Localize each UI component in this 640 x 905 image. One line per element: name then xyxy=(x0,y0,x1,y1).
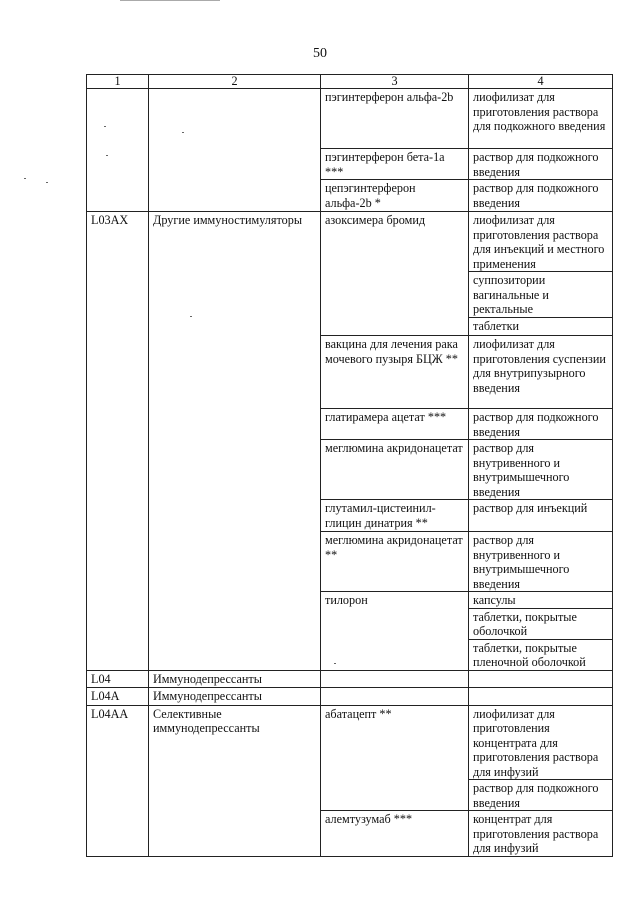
form-cell: таблетки, покрытые оболочкой xyxy=(469,608,613,639)
header-cell: 4 xyxy=(469,75,613,89)
form-cell: лиофилизат для приготовления раствора для инъекций и местного применения xyxy=(469,212,613,272)
scan-top-rule xyxy=(120,0,220,1)
group-cell: Селективные иммунодепрессанты xyxy=(149,705,321,780)
group-cell xyxy=(149,592,321,609)
group-cell xyxy=(149,500,321,532)
group-cell: Иммунодепрессанты xyxy=(149,687,321,705)
scan-speck xyxy=(106,155,108,156)
group-cell xyxy=(149,780,321,811)
drug-cell: пэгинтерферон бета-1а *** xyxy=(321,149,469,180)
form-cell: концентрат для приготовления раствора для инфузий xyxy=(469,811,613,857)
table-row xyxy=(87,212,613,272)
header-cell: 1 xyxy=(87,75,149,89)
atc-code-cell: L04AA xyxy=(87,705,149,780)
atc-code-cell: L03AX xyxy=(87,212,149,272)
atc-code-cell xyxy=(87,336,149,409)
group-cell: Другие иммуностимуляторы xyxy=(149,212,321,272)
table-row xyxy=(87,149,613,180)
atc-code-cell xyxy=(87,440,149,500)
table-row xyxy=(87,336,613,409)
form-cell: раствор для подкожного введения xyxy=(469,149,613,180)
group-cell xyxy=(149,608,321,639)
drug-cell: абатацепт ** xyxy=(321,705,469,780)
drug-cell xyxy=(321,780,469,811)
atc-code-cell xyxy=(87,500,149,532)
table-row xyxy=(87,608,613,639)
form-cell: раствор для инъекций xyxy=(469,500,613,532)
atc-code-cell: L04A xyxy=(87,687,149,705)
drug-cell: глутамил-цистеинил-глицин динатрия ** xyxy=(321,500,469,532)
header-cell: 3 xyxy=(321,75,469,89)
drug-cell: алемтузумаб *** xyxy=(321,811,469,857)
group-cell xyxy=(149,89,321,149)
atc-code-cell xyxy=(87,272,149,318)
form-cell: таблетки, покрытые пленочной оболочкой xyxy=(469,639,613,670)
drug-cell: тилорон xyxy=(321,592,469,609)
scan-speck xyxy=(24,178,26,179)
drug-cell xyxy=(321,670,469,687)
group-cell xyxy=(149,532,321,592)
table-row xyxy=(87,272,613,318)
table-row xyxy=(87,639,613,670)
atc-code-cell xyxy=(87,532,149,592)
group-cell xyxy=(149,180,321,212)
atc-code-cell xyxy=(87,608,149,639)
drug-cell: вакцина для лечения рака мочевого пузыря БЦЖ ** xyxy=(321,336,469,409)
group-cell xyxy=(149,440,321,500)
scan-speck xyxy=(334,663,336,664)
form-cell: капсулы xyxy=(469,592,613,609)
form-cell: таблетки xyxy=(469,318,613,336)
drug-cell: меглюмина акридонацетат xyxy=(321,440,469,500)
table-row xyxy=(87,409,613,440)
form-cell: лиофилизат для приготовления концентрата для приготовления раствора для инфузий xyxy=(469,705,613,780)
drug-cell: глатирамера ацетат *** xyxy=(321,409,469,440)
form-cell xyxy=(469,687,613,705)
form-cell: раствор для подкожного введения xyxy=(469,780,613,811)
table-header-row xyxy=(87,75,613,89)
drug-table xyxy=(86,74,613,857)
group-cell xyxy=(149,149,321,180)
group-cell xyxy=(149,639,321,670)
form-cell: раствор для внутривенного и внутримышечного введения xyxy=(469,532,613,592)
atc-code-cell xyxy=(87,180,149,212)
drug-cell: азоксимера бромид xyxy=(321,212,469,272)
table-row xyxy=(87,687,613,705)
drug-cell xyxy=(321,272,469,318)
group-cell xyxy=(149,318,321,336)
form-cell: раствор для подкожного введения xyxy=(469,180,613,212)
form-cell: лиофилизат для приготовления раствора для подкожного введения xyxy=(469,89,613,149)
table-row xyxy=(87,532,613,592)
form-cell: лиофилизат для приготовления суспензии для внутрипузырного введения xyxy=(469,336,613,409)
form-cell: раствор для внутривенного и внутримышечного введения xyxy=(469,440,613,500)
drug-cell xyxy=(321,608,469,639)
drug-cell xyxy=(321,318,469,336)
scan-speck xyxy=(46,182,48,183)
atc-code-cell xyxy=(87,592,149,609)
table-row xyxy=(87,705,613,780)
atc-code-cell xyxy=(87,780,149,811)
atc-code-cell: L04 xyxy=(87,670,149,687)
table-row xyxy=(87,780,613,811)
table-row xyxy=(87,500,613,532)
group-cell: Иммунодепрессанты xyxy=(149,670,321,687)
atc-code-cell xyxy=(87,318,149,336)
drug-cell xyxy=(321,639,469,670)
form-cell: раствор для подкожного введения xyxy=(469,409,613,440)
group-cell xyxy=(149,272,321,318)
page-number: 50 xyxy=(313,46,327,61)
table-row xyxy=(87,318,613,336)
table-row xyxy=(87,811,613,857)
atc-code-cell xyxy=(87,639,149,670)
table-row xyxy=(87,180,613,212)
atc-code-cell xyxy=(87,811,149,857)
group-cell xyxy=(149,409,321,440)
atc-code-cell xyxy=(87,149,149,180)
header-cell: 2 xyxy=(149,75,321,89)
table-row xyxy=(87,440,613,500)
scan-speck xyxy=(104,126,106,127)
form-cell xyxy=(469,670,613,687)
form-cell: суппозитории вагинальные и ректальные xyxy=(469,272,613,318)
atc-code-cell xyxy=(87,89,149,149)
group-cell xyxy=(149,336,321,409)
table-row xyxy=(87,592,613,609)
table-row xyxy=(87,670,613,687)
group-cell xyxy=(149,811,321,857)
scan-speck xyxy=(190,316,192,317)
drug-cell xyxy=(321,687,469,705)
table-row xyxy=(87,89,613,149)
atc-code-cell xyxy=(87,409,149,440)
drug-cell: меглюмина акридонацетат ** xyxy=(321,532,469,592)
scan-speck xyxy=(182,132,184,133)
drug-cell: пэгинтерферон альфа-2b xyxy=(321,89,469,149)
drug-cell: цепэгинтерферон альфа-2b * xyxy=(321,180,469,212)
